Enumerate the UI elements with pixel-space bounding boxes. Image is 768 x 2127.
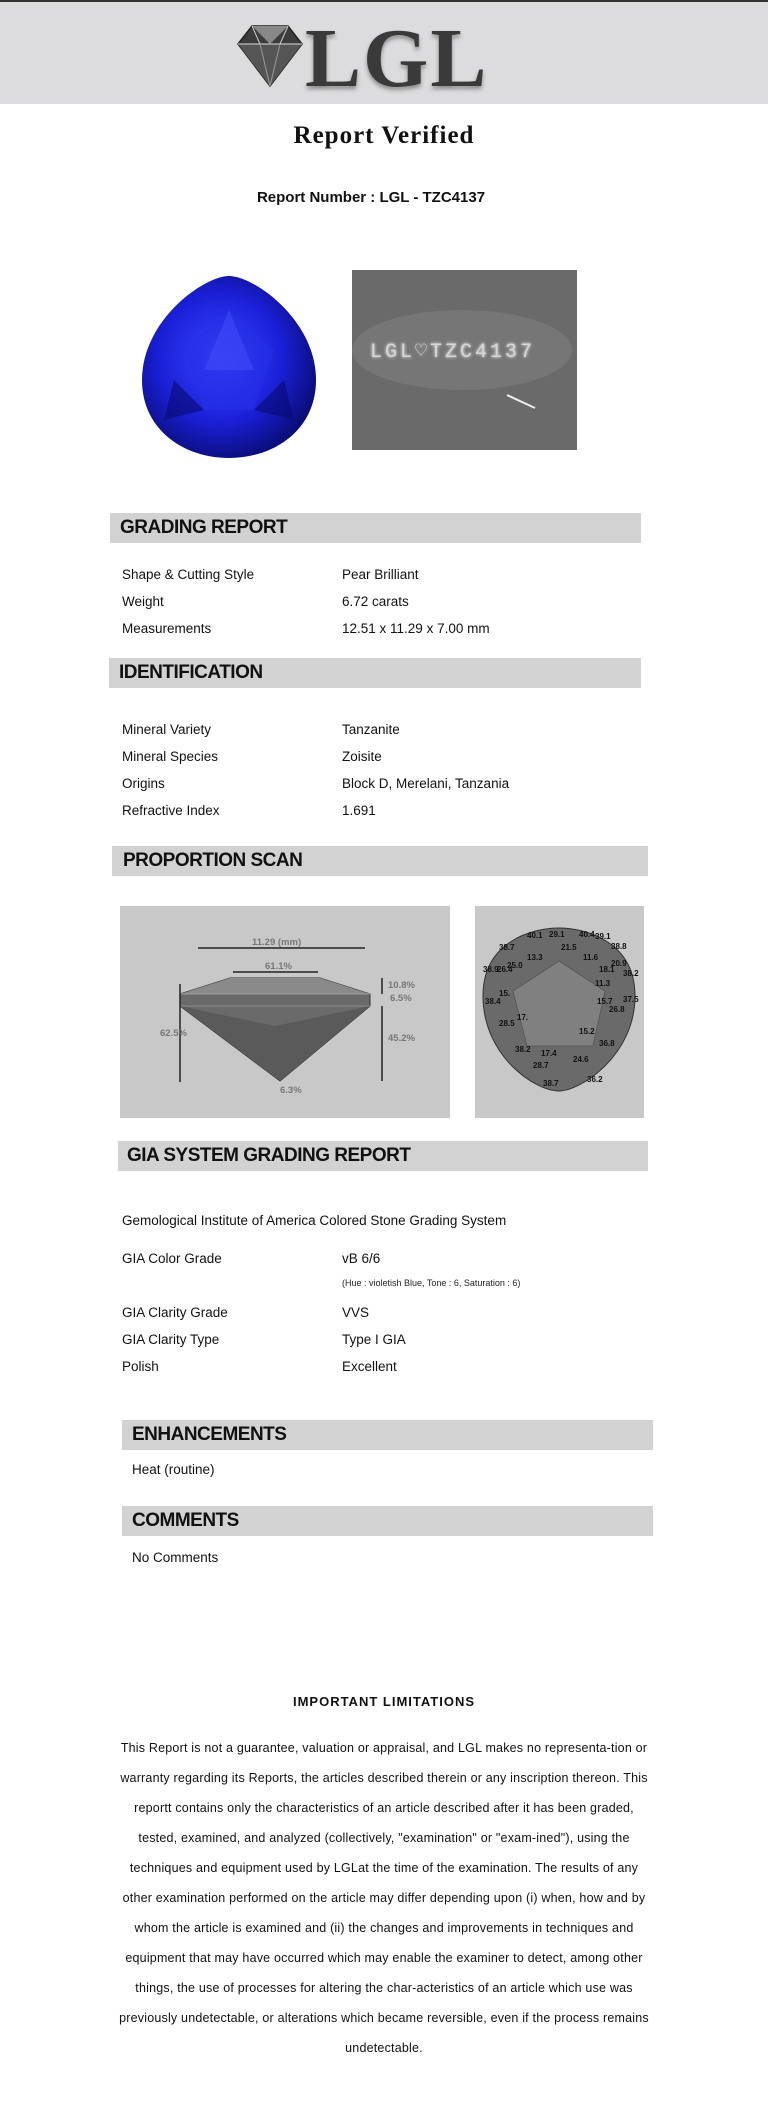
facet-value: 24.6: [573, 1055, 589, 1064]
grading-label-shape: Shape & Cutting Style: [122, 567, 255, 582]
facet-value: 38.2: [623, 969, 639, 978]
grading-report-heading: GRADING REPORT: [110, 513, 641, 543]
site-header: [0, 2, 768, 104]
table-label: 61.1%: [265, 961, 292, 972]
facet-value: 17.: [517, 1013, 529, 1022]
facet-value: 38.4: [485, 997, 501, 1006]
identification-value-origins: Block D, Merelani, Tanzania: [342, 776, 510, 791]
facet-value: 21.5: [561, 943, 577, 952]
identification-value-species: Zoisite: [342, 749, 382, 764]
grading-value-measurements: 12.51 x 11.29 x 7.00 mm: [342, 621, 490, 636]
crown-label: 10.8%: [388, 980, 415, 991]
facet-value: 40.1: [527, 931, 543, 940]
laser-inscription-photo: [352, 270, 577, 450]
comments-heading: COMMENTS: [122, 1506, 653, 1536]
facet-value: 25.0: [507, 961, 523, 970]
facet-value: 11.6: [583, 953, 599, 962]
identification-heading: IDENTIFICATION: [109, 658, 641, 688]
facet-value: 15.: [499, 989, 511, 998]
gia-value-color: vB 6/6: [342, 1251, 381, 1266]
gia-label-clarity-type: GIA Clarity Type: [122, 1332, 220, 1347]
diamond-icon: [230, 16, 310, 96]
identification-value-ri: 1.691: [342, 803, 376, 818]
comments-text: No Comments: [132, 1550, 219, 1565]
enhancements-heading: ENHANCEMENTS: [122, 1420, 653, 1450]
facet-value: 36.2: [587, 1075, 603, 1084]
gia-color-note: (Hue : violetish Blue, Tone : 6, Saturation : 6): [342, 1278, 521, 1288]
gia-label-clarity-grade: GIA Clarity Grade: [122, 1305, 228, 1320]
facet-value: 38.9: [483, 965, 499, 974]
lgl-logo[interactable]: [230, 12, 490, 105]
facet-value: 36.8: [599, 1039, 615, 1048]
facet-value: 38.8: [611, 942, 627, 951]
facet-value: 28.5: [499, 1019, 515, 1028]
facet-value: 26.8: [609, 1005, 625, 1014]
limitations-body: This Report is not a guarantee, valuation or appraisal, and LGL makes no representa-tion or warranty regarding its Reports, the articles described therein or any inscription thereon. This reportt contains only the characteristics of an article described after it has been graded, tested, examined, and analyzed (collectively, "examination" or "exam-ined"), using the techniques and equipment used by LGLat the time of the examination. The results of any other examination performed on the article may differ depending upon (i) when, how and by whom the article is examined and (ii) the changes and improvements in techniques and equipment that may have occurred which may enable the examiner to detect, among other things, the use of processes for altering the char-acteristics of an article which use was previously undetectable, or alterations which became reversible, even if the process remains undetectable.: [119, 1741, 649, 2055]
proportion-scan-heading: PROPORTION SCAN: [112, 846, 648, 876]
top-view-diagram: [475, 906, 644, 1118]
page-title: Report Verified: [293, 122, 475, 149]
gia-value-clarity-type: Type I GIA: [342, 1332, 406, 1347]
identification-label-ri: Refractive Index: [122, 803, 220, 818]
identification-label-variety: Mineral Variety: [122, 722, 212, 737]
girdle-label: 6.5%: [390, 993, 412, 1004]
gia-value-polish: Excellent: [342, 1359, 397, 1374]
facet-value: 39.1: [595, 932, 611, 941]
culet-label: 6.3%: [280, 1085, 302, 1096]
facet-value: 29.1: [549, 930, 565, 939]
identification-value-variety: Tanzanite: [342, 722, 400, 737]
facet-value: 38.2: [515, 1045, 531, 1054]
enhancements-text: Heat (routine): [132, 1462, 215, 1477]
pavilion-label: 45.2%: [388, 1033, 415, 1044]
identification-label-species: Mineral Species: [122, 749, 219, 764]
identification-label-origins: Origins: [122, 776, 165, 791]
depth-label: 62.5%: [160, 1028, 187, 1039]
gia-label-color: GIA Color Grade: [122, 1251, 222, 1266]
gia-label-polish: Polish: [122, 1359, 159, 1374]
gem-photo: [134, 270, 324, 460]
gia-value-clarity-grade: VVS: [342, 1305, 370, 1320]
facet-value: 13.3: [527, 953, 543, 962]
facet-value: 40.4: [579, 930, 595, 939]
grading-value-weight: 6.72 carats: [342, 594, 409, 609]
gia-heading: GIA SYSTEM GRADING REPORT: [118, 1141, 648, 1171]
report-number: Report Number : LGL - TZC4137: [256, 189, 486, 206]
facet-value: 26.4: [497, 965, 513, 974]
gia-system-name: Gemological Institute of America Colored Stone Grading System: [122, 1213, 507, 1228]
side-profile-diagram: [120, 906, 450, 1118]
limitations-heading: IMPORTANT LIMITATIONS: [292, 1694, 476, 1709]
grading-label-measurements: Measurements: [122, 621, 212, 636]
facet-value: 20.9: [611, 959, 627, 968]
facet-value: 15.2: [579, 1027, 595, 1036]
width-label: 11.29 (mm): [252, 937, 302, 948]
facet-value: 17.4: [541, 1049, 557, 1058]
facet-value: 18.1: [599, 965, 615, 974]
facet-value: 37.5: [623, 995, 639, 1004]
facet-value: 28.7: [533, 1061, 549, 1070]
facet-value: 38.7: [543, 1079, 559, 1088]
facet-value: 15.7: [597, 997, 613, 1006]
grading-value-shape: Pear Brilliant: [342, 567, 419, 582]
inscription-text: LGL♡TZC4137: [370, 341, 536, 364]
facet-value: 11.3: [595, 979, 611, 988]
grading-label-weight: Weight: [122, 594, 164, 609]
facet-value: 38.7: [499, 943, 515, 952]
logo-text: LGL: [305, 12, 489, 105]
